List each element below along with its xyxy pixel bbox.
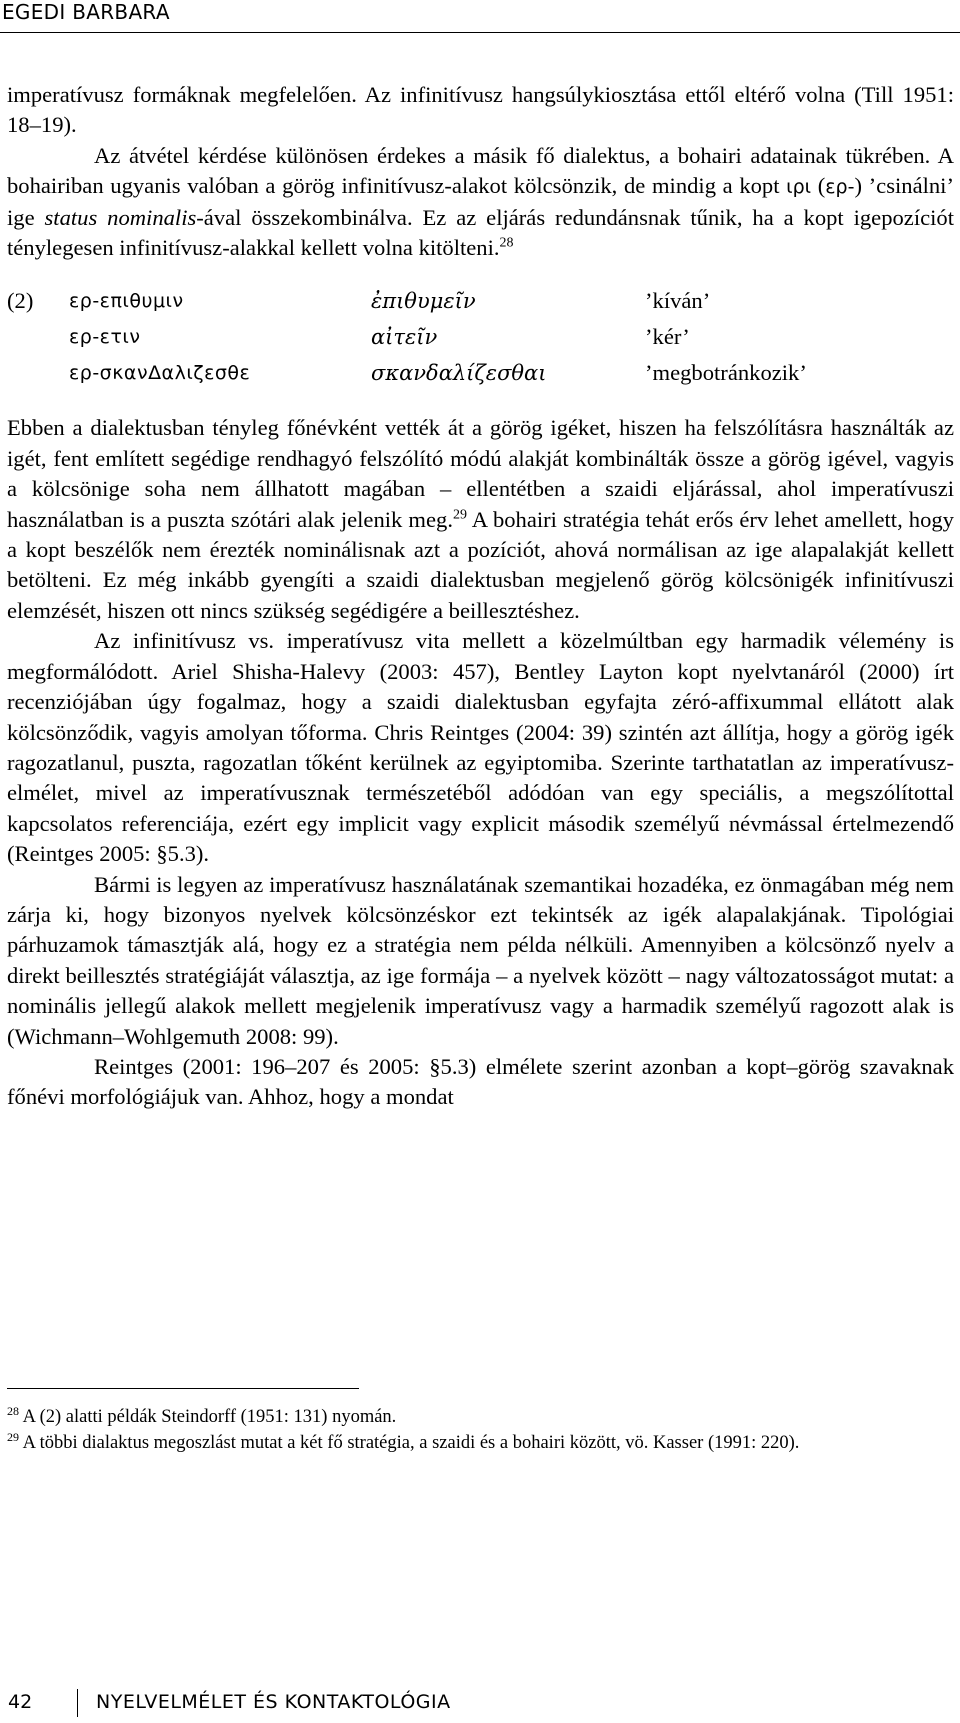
example-coptic: ερ-ετιν <box>69 326 141 349</box>
paragraph-2 <box>7 141 954 264</box>
paragraph-2-text-c: ) ’csinálni’ ige <box>7 173 954 230</box>
footnote-text: A (2) alatti példák Steindorff (1951: 131) nyomán. <box>19 1407 397 1427</box>
example-coptic: ερ-επιθυμιν <box>69 290 184 313</box>
page-body <box>7 80 954 1113</box>
footer-divider <box>77 1689 78 1717</box>
paragraph-4: Az infinitívusz vs. imperatívusz vita mellett a közelmúltban egy harmadik vélemény is megformálódott. Ariel Shisha-Halevy (2003: 457), Bentley Layton kopt nyelvtanáról (2000) írt recenziójában úgy fogalmaz, hogy a szaidi dialektusban egyfajta zéró-affixummal ellátott alak kölcsönződik, vagyis amolyan tőforma. Chris Reintges (2004: 39) szintén azt állítja, hogy a görög igék ragozatlanul, puszta, ragozatlan tőként kerülnek az egyiptomiba. Szerinte tarthatatlan az imperatívusz-elmélet, mivel az imperatívusznak természetéből adódóan van egy speciális, a megszólítottal kapcsolatos referenciája, ezért egy implicit vagy explicit második személyű névmással értelmezendő (Reintges 2005: §5.3). <box>7 628 954 867</box>
header-rule <box>0 32 960 33</box>
journal-title: NYELVELMÉLET ÉS KONTAKTOLÓGIA <box>96 1691 451 1713</box>
example-greek: σκανδαλίζεσθαι <box>371 361 547 386</box>
paragraph-1-text: imperatívusz formáknak megfelelően. Az infinitívusz hangsúlykiosztása ettől eltérő volna (Till 1951: 18–19). <box>7 82 954 138</box>
paragraph-3-text-b: A bohairi stratégia tehát erős érv lehet amellett, hogy a kopt beszélők nem érezték nominálisnak azt a pozíciót, ahová normálisan az ige alapalakját kellett betölteni. Ez még inkább gyengíti a szaidi dialektusban megjelenő görög kölcsönigék infinitívuszi elemzését, hiszen ott nincs szükség segédigére a beillesztéshez. <box>7 506 954 623</box>
paragraph-1 <box>7 80 954 141</box>
example-row <box>7 283 954 319</box>
paragraph-2-text-a: Az átvétel kérdése különösen érdekes a másik fő dialektus, a bohairi adatainak tükrében. A bohairiban ugyanis valóban a görög infinitívusz-alakot kölcsönzik, de mindig a kopt <box>7 142 954 199</box>
footnote-text: A többi dialaktus megoszlást mutat a két fő stratégia, a szaidi és a bohairi között, vö. Kasser (1991: 220). <box>19 1433 800 1453</box>
example-greek: αἰτεῖν <box>371 325 438 350</box>
paragraph-3 <box>7 413 954 626</box>
footnote-number: 29 <box>7 1429 19 1444</box>
footnote-ref-29[interactable]: 29 <box>452 507 467 523</box>
paragraph-2-text-d: -ával összekombinálva. Ez az eljárás redundánsnak tűnik, ha a kopt igepozíciót ténylegesen infinitívusz-alakkal kellett volna kitölteni. <box>7 204 954 261</box>
footnotes <box>7 1404 947 1456</box>
footnote-28 <box>7 1404 947 1430</box>
header-author: EGEDI BARBARA <box>2 0 170 24</box>
running-footer <box>0 1683 960 1723</box>
paragraph-2-text-b: ( <box>811 173 826 199</box>
footnote-29 <box>7 1430 947 1456</box>
page-number: 42 <box>8 1691 33 1713</box>
example-coptic: ερ-σκανΔαλιζεσθε <box>69 362 251 385</box>
example-block <box>7 283 954 391</box>
example-greek: ἐπιθυμεῖν <box>371 289 476 314</box>
footnote-ref-28[interactable]: 28 <box>499 235 514 251</box>
footnote-number: 28 <box>7 1403 19 1418</box>
footnote-separator <box>7 1388 359 1389</box>
coptic-word-iri: ιρι <box>786 176 812 199</box>
example-gloss: ’kíván’ <box>645 288 711 314</box>
running-header <box>0 0 960 40</box>
paragraph-5: Bármi is legyen az imperatívusz használatának szemantikai hozadéka, ez önmagában még nem zárja ki, hogy bizonyos nyelvek kölcsönzéskor ezt tekintsék az igék alapalakjának. Tipológiai párhuzamok támasztják alá, hogy ez a stratégia nem példa nélküli. Amennyiben a kölcsönző nyelv a direkt beillesztés stratégiáját választja, az ige formája – a nyelvek között – nagy változatosságot mutat: a nominális jellegű alakok mellett megjelenik imperatívusz vagy a harmadik személyű ragozott alak is (Wichmann–Wohlgemuth 2008: 99). <box>7 871 954 1049</box>
example-gloss: ’kér’ <box>645 324 690 350</box>
paragraph-6: Reintges (2001: 196–207 és 2005: §5.3) elmélete szerint azonban a kopt–görög szavaknak főnévi morfológiájuk van. Ahhoz, hogy a mondat <box>7 1053 954 1110</box>
paragraph-3-text-a: Ebben a dialektusban tényleg főnévként vették át a görög igéket, hiszen ha felszólításra használták az igét, fent említett segédige rendhagyó felszólító módú alakját kombinálták össze a görög igével, vagyis a kölcsönige soha nem állhatott magában – ellentétben a szaidi eljárással, ahol imperatívuszi használatban is a puszta szótári alak jelenik meg. <box>7 415 954 532</box>
example-number: (2) <box>7 288 34 314</box>
example-gloss: ’megbotránkozik’ <box>645 360 807 386</box>
example-row <box>7 355 954 391</box>
italic-term: status nominalis <box>44 204 197 230</box>
example-row <box>7 319 954 355</box>
coptic-word-er: ερ- <box>825 176 855 199</box>
